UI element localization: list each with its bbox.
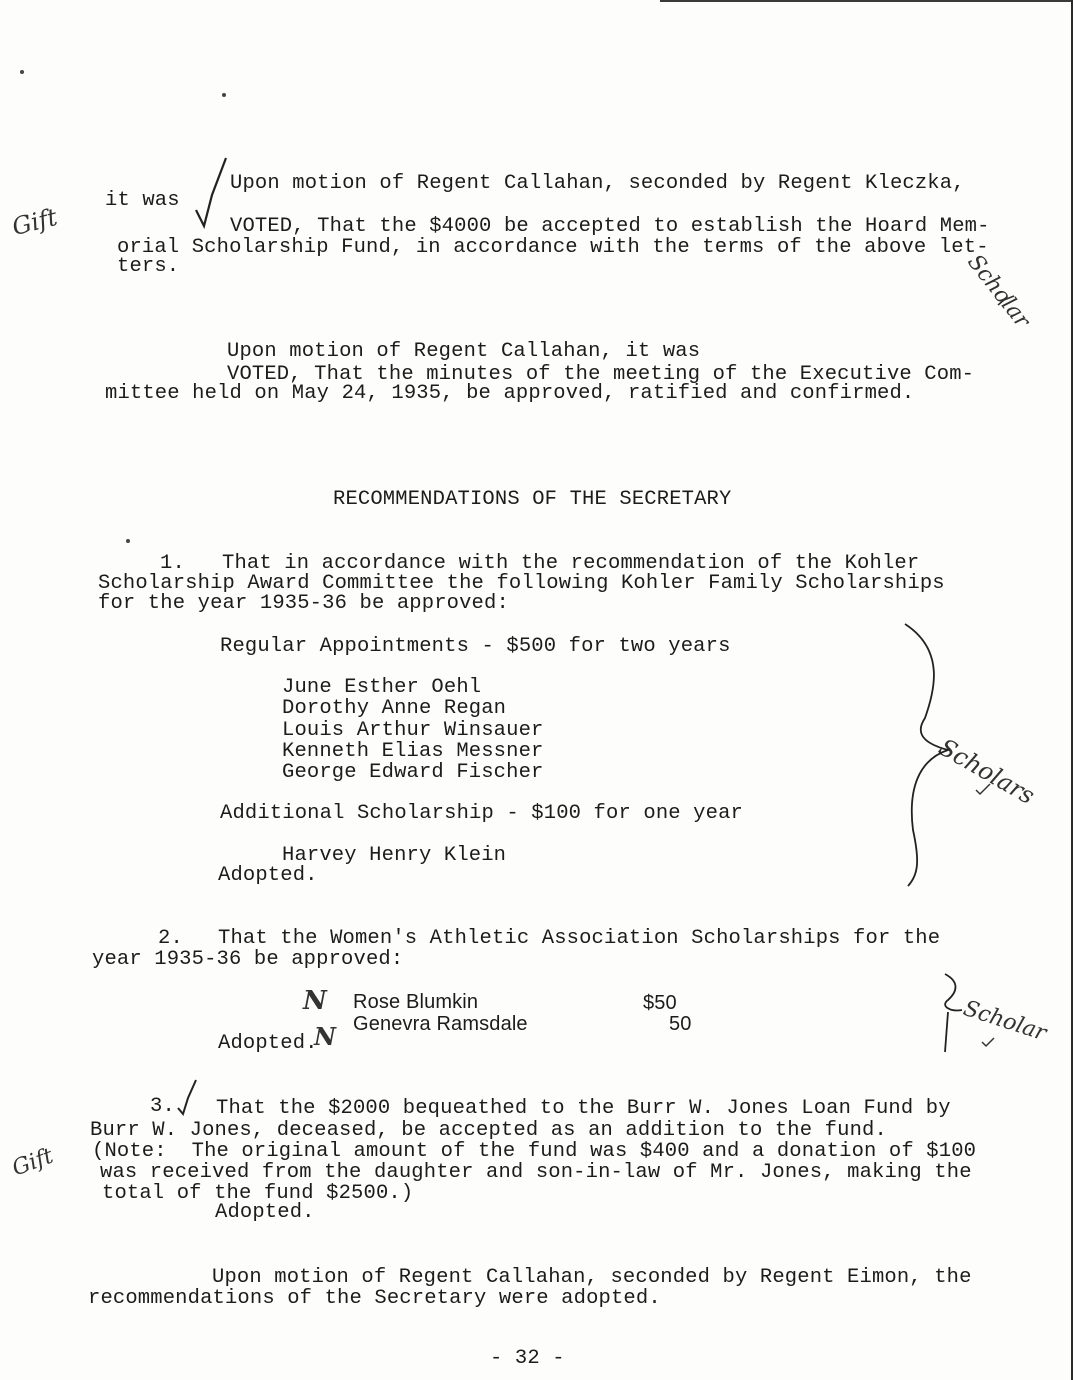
handwritten-n-mark: N — [303, 986, 327, 1016]
rec2-adopted: Adopted. — [218, 1032, 318, 1055]
rec3-line2: Burr W. Jones, deceased, be accepted as an addition to the fund. — [90, 1119, 887, 1142]
section-heading: RECOMMENDATIONS OF THE SECRETARY — [333, 488, 732, 511]
page-number: - 32 - — [490, 1347, 565, 1370]
rec3-line3: (Note: The original amount of the fund was $400 and a donation of $100 — [92, 1140, 977, 1163]
additional-scholar-name: Harvey Henry Klein — [282, 844, 507, 867]
motion2-line1: Upon motion of Regent Callahan, it was — [227, 340, 701, 363]
rec1-line2: Scholarship Award Committee the following Kohler Family Scholarships — [98, 572, 945, 595]
scholar-name: Louis Arthur Winsauer — [282, 719, 544, 742]
scholar-name: June Esther Oehl — [282, 676, 482, 699]
motion1-voted-line2: orial Scholarship Fund, in accordance with the terms of the above let- — [117, 236, 989, 259]
scholar-name: Dorothy Anne Regan — [282, 697, 507, 720]
waa-amount: $50 — [643, 992, 677, 1014]
rec2-number: 2. — [158, 927, 183, 950]
scholar-name: Kenneth Elias Messner — [282, 740, 544, 763]
scan-speck — [20, 70, 24, 74]
handwritten-gift-note: Gift — [9, 202, 61, 242]
rec1-number: 1. — [160, 552, 185, 575]
check-mark-icon — [196, 158, 226, 226]
closing-line2: recommendations of the Secretary were adopted. — [88, 1287, 661, 1310]
waa-amount: 50 — [669, 1013, 692, 1035]
handwritten-n-mark: N — [314, 1022, 336, 1051]
scan-speck — [126, 539, 130, 543]
motion1-line1: Upon motion of Regent Callahan, seconded by Regent Kleczka, — [230, 172, 965, 195]
additional-scholarship-heading: Additional Scholarship - $100 for one year — [220, 802, 743, 825]
waa-scholar-name: Genevra Ramsdale — [353, 1013, 528, 1035]
rec3-adopted: Adopted. — [215, 1201, 315, 1224]
motion2-line2: VOTED, That the minutes of the meeting of the Executive Com- — [227, 363, 975, 386]
rec1-line1: That in accordance with the recommendation of the Kohler — [222, 552, 920, 575]
motion1-it-was: it was — [105, 189, 180, 212]
regular-appointments-heading: Regular Appointments - $500 for two years — [220, 635, 731, 658]
scan-speck — [222, 93, 226, 97]
check-mark-icon — [178, 1080, 196, 1114]
rec2-line1: That the Women's Athletic Association Scholarships for the — [218, 927, 941, 950]
rec3-line1: That the $2000 bequeathed to the Burr W. Jones Loan Fund by — [216, 1097, 951, 1120]
handwritten-gift-note: Gift — [8, 1143, 57, 1182]
top-scan-edge — [660, 0, 1073, 2]
rec1-adopted: Adopted. — [218, 864, 318, 887]
scholar-name: George Edward Fischer — [282, 761, 544, 784]
handwritten-scholars-note: Scholars — [934, 733, 1040, 811]
closing-line1: Upon motion of Regent Callahan, seconded by Regent Eimon, the — [212, 1266, 972, 1289]
motion1-voted-line1: VOTED, That the $4000 be accepted to establish the Hoard Mem- — [230, 215, 990, 238]
motion1-voted-line3: ters. — [117, 255, 180, 278]
rec1-line3: for the year 1935-36 be approved: — [98, 592, 509, 615]
handwritten-scholar-note: Scholar — [960, 996, 1050, 1047]
motion2-line3: mittee held on May 24, 1935, be approved, ratified and confirmed. — [105, 382, 915, 405]
brace-icon — [945, 974, 962, 1052]
rec2-line2: year 1935-36 be approved: — [92, 948, 404, 971]
rec3-line5: total of the fund $2500.) — [102, 1182, 414, 1205]
handwritten-scholar-note: Scholar — [962, 250, 1035, 333]
rec3-line4: was received from the daughter and son-in-law of Mr. Jones, making the — [100, 1161, 972, 1184]
waa-scholar-name: Rose Blumkin — [353, 991, 479, 1013]
rec3-number: 3. — [150, 1095, 175, 1118]
check-mark-icon — [982, 1038, 994, 1046]
